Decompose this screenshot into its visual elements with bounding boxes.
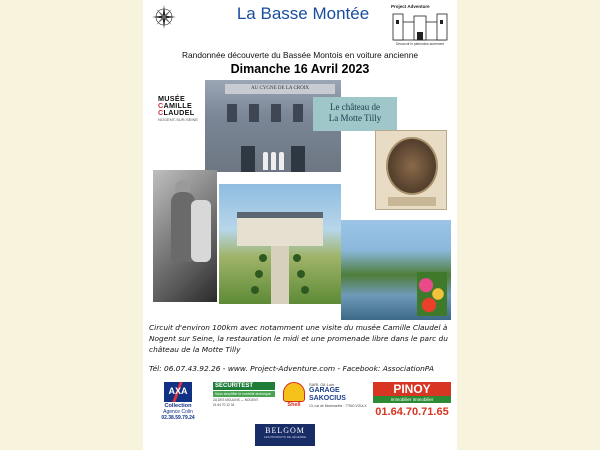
musee-line2: AMILLE [163, 101, 193, 110]
garage-line1: GARAGE [309, 387, 340, 394]
securitest-logo: SECURITEST [213, 382, 275, 390]
event-poster [143, 0, 457, 450]
pinoy-sponsor [373, 382, 451, 418]
garage-sponsor [309, 382, 371, 408]
contact-line: Tél: 06.07.43.92.26 - www. Project-Adventure.com - Facebook: AssociationPA [149, 364, 434, 373]
pinoy-phone: 01.64.70.71.65 [375, 406, 449, 418]
musee-initial: C [158, 101, 164, 110]
pinoy-sub: Immobilier Immobilier [373, 396, 451, 403]
event-description: Circuit d'environ 100km avec notamment une visite du musée Camille Claudel à Nogent sur Seine, la restauration le midi et une promenade libre dans le parc du château de la Motte Tilly [149, 323, 448, 354]
belgom-name: BELGOM [265, 426, 305, 435]
garage-address: 13, rue de Montmarthe - 77940 VOULX [309, 404, 367, 408]
event-date: Dimanche 16 Avril 2023 [230, 62, 370, 76]
sculptor-photo [153, 170, 217, 302]
chateau-label-line2: La Motte Tilly [328, 113, 382, 123]
securitest-tagline: Vous simplifier le contrôle technique [213, 391, 275, 397]
shell-sponsor [281, 382, 307, 418]
portrait-engraving [375, 130, 447, 210]
pinoy-logo: PINOY [373, 382, 451, 396]
project-adventure-tagline: Découvrir le patrimoine autrement [395, 42, 444, 46]
securitest-line2: 01 64 70 12 34 [213, 403, 235, 407]
poster-title: La Basse Montée [236, 4, 370, 23]
chateau-label [313, 97, 397, 131]
axa-sponsor [151, 382, 205, 421]
project-adventure-name: Project Adventure [391, 4, 430, 9]
compass-rose-icon [151, 4, 177, 30]
belgom-tagline: LES PRODUITS DE LÉGENDE [263, 435, 307, 439]
hotel-sign: AU CYGNE DE LA CROIX [225, 84, 335, 94]
axa-logo [164, 382, 192, 402]
axa-line1: Collection [164, 403, 192, 409]
musee-line3: LAUDEL [163, 108, 195, 117]
securitest-line1: ZA DES MOULINS — NOGENT [213, 398, 259, 402]
garage-top: SARL Gil-Luis [309, 382, 334, 387]
axa-phone: 02.38.59.79.24 [161, 415, 195, 421]
musee-initial: C [158, 108, 164, 117]
musee-line1: MUSÉE [158, 94, 186, 103]
river-photo [341, 220, 451, 320]
chateau-label-line1: Le château de [330, 102, 380, 112]
poster-subtitle: Randonnée découverte du Bassée Montois en voiture ancienne [181, 50, 419, 60]
axa-logo-text: AXA [168, 386, 188, 396]
musee-camille-claudel-logo [158, 95, 206, 122]
axa-line2: Agence Colin [163, 409, 193, 415]
musee-location: NOGENT-SUR-SEINE [158, 117, 199, 122]
garage-line2: SAKOCIUS [309, 395, 346, 402]
shell-name: Shell [287, 402, 301, 408]
belgom-sponsor [255, 424, 315, 446]
chateau-garden-photo [219, 184, 341, 304]
shell-logo-icon [283, 382, 305, 402]
securitest-sponsor [213, 382, 275, 407]
